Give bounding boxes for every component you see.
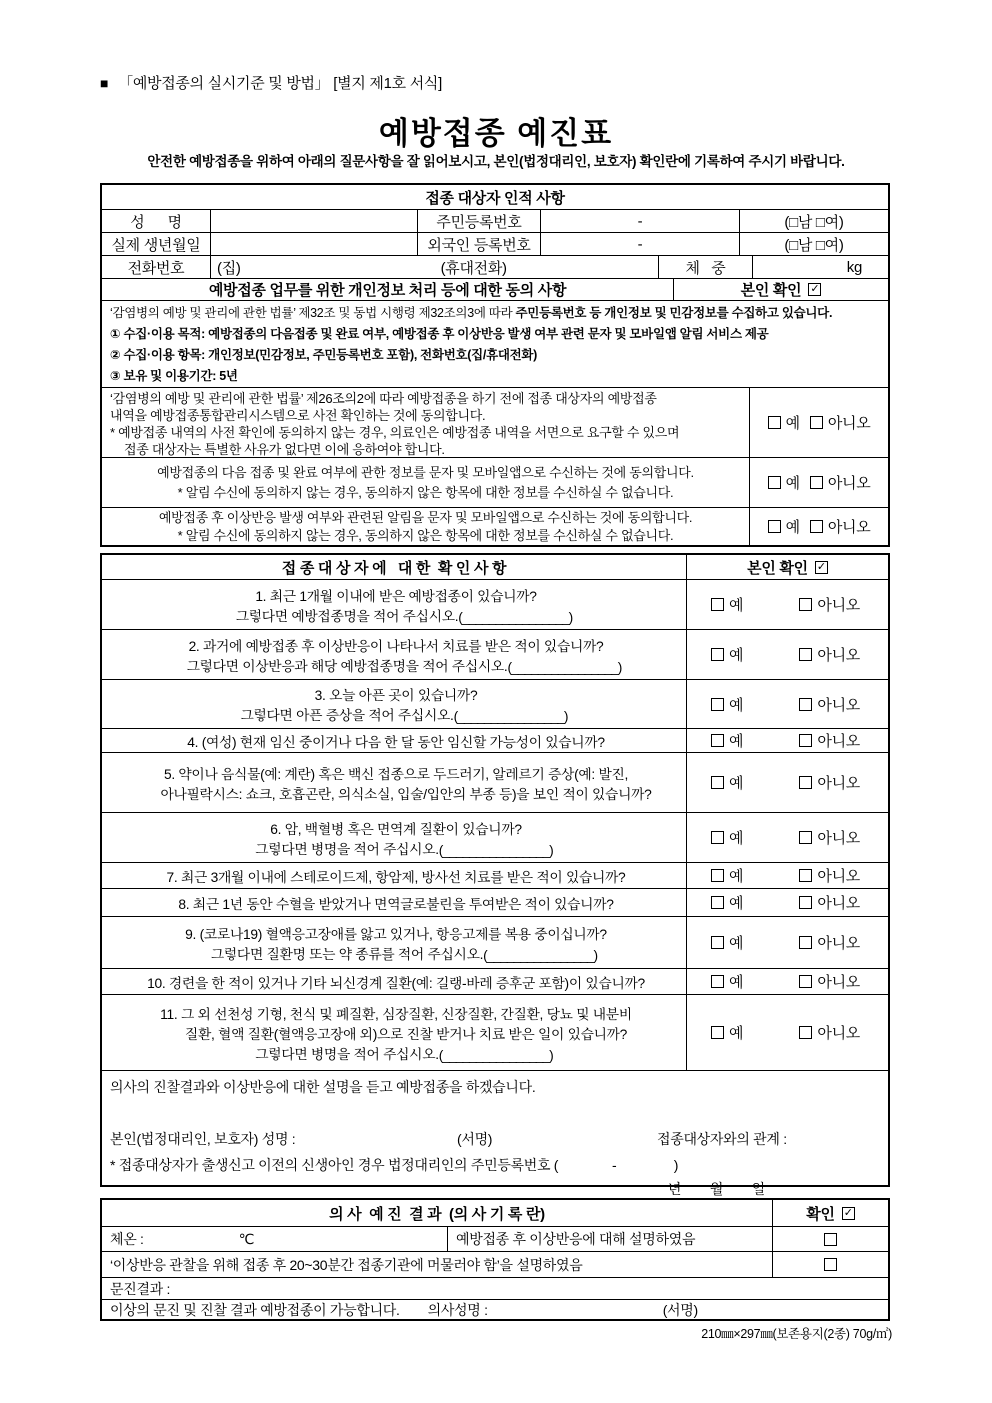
newborn-note: * 접종대상자가 출생신고 이전의 신생아인 경우 법정대리인의 주민등록번호 ( - ) xyxy=(110,1157,679,1173)
square-bullet-icon: ■ xyxy=(100,74,109,91)
no-checkbox[interactable] xyxy=(799,648,812,661)
no-checkbox[interactable] xyxy=(810,416,823,429)
jumin-label: 주민등록번호 xyxy=(417,210,540,232)
questionnaire-table xyxy=(100,553,890,1197)
yes-label: 예 xyxy=(785,519,800,536)
yes-checkbox[interactable] xyxy=(711,975,724,988)
personal-info-consent-table xyxy=(100,183,890,547)
gender-checkboxes-row1[interactable]: (□남 □여) xyxy=(739,210,888,232)
name-label: 성 명 xyxy=(130,213,182,231)
no-checkbox[interactable] xyxy=(810,520,823,533)
yes-checkbox[interactable] xyxy=(711,734,724,747)
privacy-item-purpose: ① 수집·이용 목적: 예방접종의 다음접종 및 완료 여부, 예방접종 후 이상반응 발생 여부 관련 문자 및 모바일앱 알림 서비스 제공 xyxy=(110,327,769,341)
question-10-choice: 예 아니오 xyxy=(686,969,888,994)
questionnaire-title: 접 종 대 상 자 에 대 한 확 인 사 항 xyxy=(281,559,507,577)
explained-adverse-checkbox-cell xyxy=(772,1227,888,1251)
no-checkbox[interactable] xyxy=(799,698,812,711)
doctor-check-header xyxy=(772,1200,888,1226)
no-label: 아니오 xyxy=(827,415,871,432)
checked-checkbox-icon[interactable]: ✓ xyxy=(815,561,828,574)
question-11-choice: 예 아니오 xyxy=(686,995,888,1070)
write-in-blank[interactable]: (________________) xyxy=(453,709,568,724)
no-checkbox[interactable] xyxy=(799,831,812,844)
yes-checkbox[interactable] xyxy=(711,776,724,789)
no-checkbox[interactable] xyxy=(799,734,812,747)
yes-checkbox[interactable] xyxy=(711,869,724,882)
consent-row-notify-choice xyxy=(749,458,888,507)
question-3-choice: 예 아니오 xyxy=(686,680,888,728)
no-checkbox[interactable] xyxy=(799,598,812,611)
explained-adverse-label: 예방접종 후 이상반응에 대해 설명하였음 xyxy=(447,1227,772,1251)
question-11: 11. 그 외 선천성 기형, 천식 및 폐질환, 심장질환, 신장질환, 간질환, 당뇨 및 내분비 질환, 혈액 질환(혈액응고장애 외)으로 진찰 받거나 치료 받은 일이 있습니까? 그렇다면 병명을 적어 주십시오. (________________) xyxy=(160,1006,632,1063)
question-4-choice: 예 아니오 xyxy=(686,729,888,752)
question-6-choice: 예 아니오 xyxy=(686,813,888,862)
questionnaire-self-check xyxy=(686,555,888,579)
no-checkbox[interactable] xyxy=(799,869,812,882)
personal-info-title: 접종 대상자 인적 사항 xyxy=(425,189,565,207)
phone-label: 전화번호 xyxy=(127,259,185,277)
question-7: 7. 최근 3개월 이내에 스테로이드제, 항암제, 방사선 치료를 받은 적이 있습니까? xyxy=(166,869,626,885)
write-in-blank[interactable]: (________________) xyxy=(438,1047,553,1063)
question-5-choice: 예 아니오 xyxy=(686,753,888,812)
yes-checkbox[interactable] xyxy=(711,648,724,661)
final-statement-row xyxy=(102,1300,888,1319)
no-checkbox[interactable] xyxy=(799,896,812,909)
phone-home-label: (집) xyxy=(217,259,241,277)
gender-checkboxes-row2[interactable]: (□남 □여) xyxy=(739,233,888,255)
question-9-choice: 예 아니오 xyxy=(686,917,888,968)
consent-row-prescreen-choice xyxy=(749,388,888,457)
reference-note-text: 「예방접종의 실시기준 및 방법」 [별지 제1호 서식] xyxy=(118,75,442,92)
write-in-blank[interactable]: (________________) xyxy=(438,842,553,858)
consent-row-adverse-text: 예방접종 후 이상반응 발생 여부와 관련된 알림을 문자 및 모바일앱으로 수신하는 것에 동의합니다. * 알림 수신에 동의하지 않는 경우, 동의하지 않은 항목에 대한 정보를 수신하실 수 없습니다. xyxy=(158,509,693,543)
birth-input[interactable] xyxy=(210,233,417,255)
privacy-collection-notice xyxy=(102,301,888,387)
yes-label: 예 xyxy=(785,475,800,492)
date-field[interactable]: 년 월 일 xyxy=(667,1181,765,1197)
question-4: 4. (여성) 현재 임신 중이거나 다음 한 달 동안 임신할 가능성이 있습니까? xyxy=(187,734,605,750)
paper-spec-footer: 210㎜×297㎜(보존용지(2종) 70g/㎡) xyxy=(701,1327,892,1341)
temperature-unit: ℃ xyxy=(238,1230,255,1247)
doctor-signature-field[interactable]: (서명) xyxy=(662,1301,698,1318)
no-label: 아니오 xyxy=(827,519,871,536)
question-3: 3. 오늘 아픈 곳이 있습니까? 그렇다면 아픈 증상을 적어 주십시오. (________________) xyxy=(240,688,568,724)
checked-checkbox-icon[interactable]: ✓ xyxy=(842,1207,855,1220)
doctor-name-label: 의사성명 : xyxy=(427,1301,488,1318)
consent-self-check-label: 본인 확인 xyxy=(740,282,802,299)
consent-row-adverse-choice xyxy=(749,508,888,545)
form-instructions: 안전한 예방접종을 위하여 아래의 질문사항을 잘 읽어보시고, 본인(법정대리인, 보호자) 확인란에 기록하여 주시기 바랍니다. xyxy=(147,154,845,169)
question-1: 1. 최근 1개월 이내에 받은 예방접종이 있습니까? 그렇다면 예방접종명을 적어 주십시오. (________________) xyxy=(235,588,573,625)
exam-result-field[interactable]: 문진결과 : xyxy=(110,1280,171,1297)
privacy-item-period: ③ 보유 및 이용기간: 5년 xyxy=(110,369,238,383)
yes-label: 예 xyxy=(785,415,800,432)
question-8: 8. 최근 1년 동안 수혈을 받았거나 면역글로불린을 투여받은 적이 있습니까? xyxy=(178,896,614,912)
no-checkbox[interactable] xyxy=(799,1026,812,1039)
question-8-choice: 예 아니오 xyxy=(686,889,888,916)
yes-checkbox[interactable] xyxy=(711,1026,724,1039)
agreement-statement: 의사의 진찰결과와 이상반응에 대한 설명을 듣고 예방접종을 하겠습니다. xyxy=(110,1079,536,1095)
yes-checkbox[interactable] xyxy=(711,936,724,949)
question-10: 10. 경련을 한 적이 있거나 기타 뇌신경계 질환(예: 길랭-바레 증후군 포함)이 있습니까? xyxy=(147,975,645,991)
yes-checkbox[interactable] xyxy=(711,831,724,844)
privacy-item-scope: ② 수집·이용 항목: 개인정보(민감정보, 주민등록번호 포함), 전화번호(집/휴대전화) xyxy=(110,348,538,362)
question-1-choice: 예 아니오 xyxy=(686,580,888,629)
consent-row-prescreen-text: ‘감염병의 예방 및 관리에 관한 법률’ 제26조의2에 따라 예방접종을 하기 전에 접종 대상자의 예방접종 내역을 예방접종통합관리시스템으로 사전 확인하는 것에 동의합니다. * 예방접종 내역의 사전 확인에 동의하지 않는 경우, 의료인은 예방접종 내역을 서면으로 요구할 수 있으며 접종 대상자는 특별한 사유가 없다면 이에 응하여야 합니다. xyxy=(110,391,680,457)
temperature-field[interactable] xyxy=(102,1227,447,1251)
no-checkbox[interactable] xyxy=(799,776,812,789)
form-reference-note xyxy=(100,72,442,93)
confirm-checkbox[interactable] xyxy=(824,1258,837,1271)
yes-checkbox[interactable] xyxy=(768,476,781,489)
weight-input[interactable]: kg xyxy=(752,256,888,278)
doctor-check-label: 확인 xyxy=(806,1205,835,1223)
privacy-intro: ‘감염병의 예방 및 관리에 관한 법률’ 제32조 및 동법 시행령 제32조의3에 따라 주민등록번호 등 개인정보 및 민감정보를 수집하고 있습니다. xyxy=(110,306,833,320)
form-title: 예방접종 예진표 xyxy=(378,116,614,151)
doctor-section-title: 의 사 예 진 결 과 (의 사 기 록 란) xyxy=(329,1205,545,1223)
no-checkbox[interactable] xyxy=(810,476,823,489)
signer-name-label: 본인(법정대리인, 보호자) 성명 : xyxy=(110,1131,296,1147)
write-in-blank[interactable]: (________________) xyxy=(507,659,622,675)
name-input[interactable] xyxy=(210,210,417,232)
vaccination-possible-statement: 이상의 문진 및 진찰 결과 예방접종이 가능합니다. xyxy=(110,1301,400,1318)
consent-section-title: 예방접종 업무를 위한 개인정보 처리 등에 대한 동의 사항 xyxy=(208,282,567,299)
yes-checkbox[interactable] xyxy=(711,896,724,909)
question-6: 6. 암, 백혈병 혹은 면역계 질환이 있습니까? 그렇다면 병명을 적어 주십시오. (________________) xyxy=(255,821,553,858)
write-in-blank[interactable]: (________________) xyxy=(483,947,598,963)
question-7-choice: 예 아니오 xyxy=(686,863,888,888)
temperature-label: 체온 : xyxy=(110,1231,144,1247)
relation-label: 접종대상자와의 관계 : xyxy=(657,1131,787,1147)
yes-checkbox[interactable] xyxy=(711,698,724,711)
confirm-checkbox[interactable] xyxy=(824,1233,837,1246)
checked-checkbox-icon[interactable]: ✓ xyxy=(808,283,821,296)
consent-row-notify-text: 예방접종의 다음 접종 및 완료 여부에 관한 정보를 문자 및 모바일앱으로 수신하는 것에 동의합니다. * 알림 수신에 동의하지 않는 경우, 동의하지 않은 항목에 대한 정보를 수신하실 수 없습니다. xyxy=(157,464,694,500)
signature-block xyxy=(102,1071,888,1197)
jumin-input[interactable]: - xyxy=(540,210,739,232)
doctor-result-table xyxy=(100,1198,890,1321)
stay-observation-checkbox-cell xyxy=(772,1252,888,1277)
birth-label: 실제 생년월일 xyxy=(111,236,201,254)
weight-label: 체 중 xyxy=(658,256,752,278)
questionnaire-self-check-label: 본인 확인 xyxy=(747,559,808,577)
signature-field[interactable]: (서명) xyxy=(457,1131,493,1147)
no-checkbox[interactable] xyxy=(799,936,812,949)
phone-mobile-label: (휴대전화) xyxy=(440,259,507,277)
question-2: 2. 과거에 예방접종 후 이상반응이 나타나서 치료를 받은 적이 있습니까? 그렇다면 이상반응과 해당 예방접종명을 적어 주십시오. (________________) xyxy=(186,638,622,675)
question-5: 5. 약이나 음식물(예: 계란) 혹은 백신 접종으로 두드러기, 알레르기 증상(예: 발진, 아나필락시스: 쇼크, 호흡곤란, 의식소실, 입술/입안의 부종 등)을 보인 적이 있습니까? xyxy=(160,766,652,802)
no-label: 아니오 xyxy=(827,475,871,492)
yes-checkbox[interactable] xyxy=(711,598,724,611)
question-9: 9. (코로나19) 혈액응고장애를 앓고 있거나, 항응고제를 복용 중이십니까? 그렇다면 질환명 또는 약 종류를 적어 주십시오. (________________) xyxy=(185,926,607,963)
foreign-id-label: 외국인 등록번호 xyxy=(417,233,540,255)
phone-input[interactable] xyxy=(210,256,658,278)
write-in-blank[interactable]: (________________) xyxy=(458,609,573,625)
no-checkbox[interactable] xyxy=(799,975,812,988)
question-2-choice: 예 아니오 xyxy=(686,630,888,679)
yes-checkbox[interactable] xyxy=(768,520,781,533)
yes-checkbox[interactable] xyxy=(768,416,781,429)
consent-self-check xyxy=(673,279,888,300)
stay-observation-label: ‘이상반응 관찰을 위해 접종 후 20~30분간 접종기관에 머물러야 함’을 설명하였음 xyxy=(110,1256,583,1273)
foreign-id-input[interactable]: - xyxy=(540,233,739,255)
